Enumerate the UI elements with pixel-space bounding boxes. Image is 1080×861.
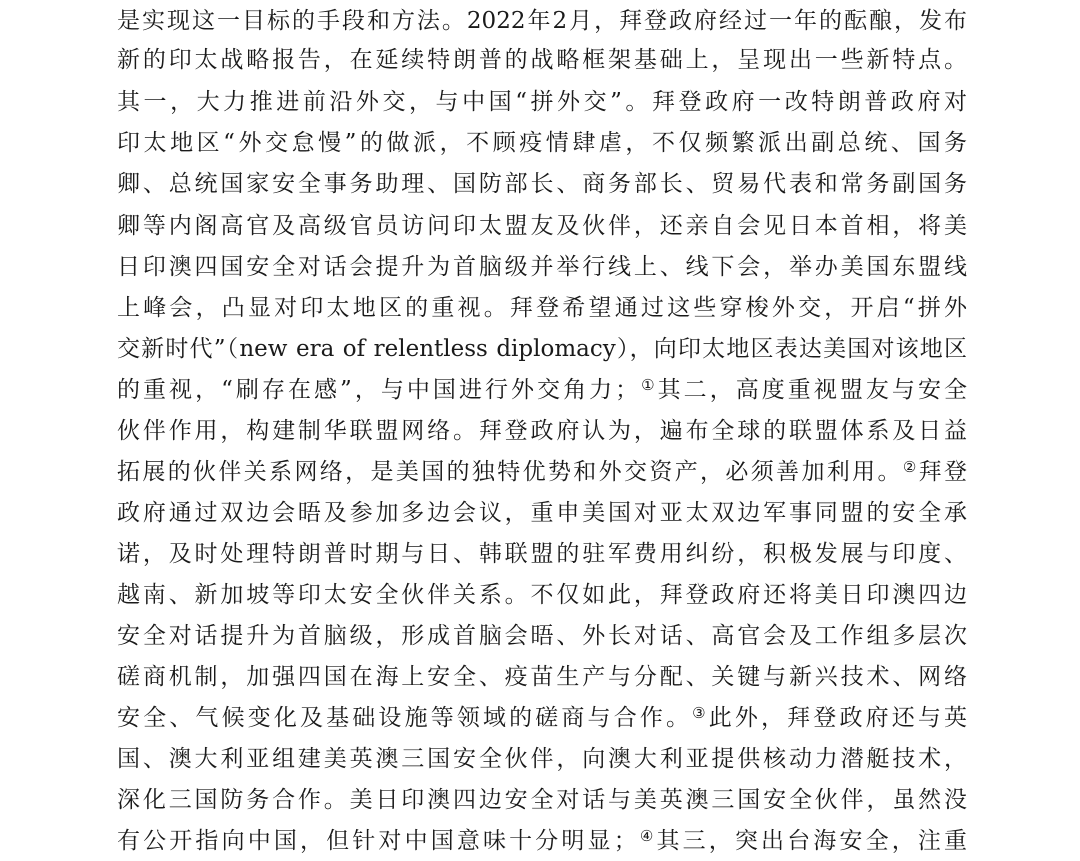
text-line-17: 磋商机制，加强四国在海上安全、疫苗生产与分配、关键与新兴技术、网络 <box>117 664 967 690</box>
text-line-3: 其一，大力推进前沿外交，与中国“拼外交”。拜登政府一改特朗普政府对 <box>117 89 967 115</box>
text-segment: 有公开指向中国，但针对中国意味十分明显； <box>117 828 637 854</box>
footnote-marker-4[interactable]: ④ <box>636 827 657 845</box>
text-segment: 安全、气候变化及基础设施等领域的磋商与合作。 <box>117 705 693 731</box>
text-line-7: 日印澳四国安全对话会提升为首脑级并举行线上、线下会，举办美国东盟线 <box>117 254 967 280</box>
text-line-1: 是实现这一目标的手段和方法。2022年2月，拜登政府经过一年的酝酿，发布 <box>117 8 967 34</box>
text-line-20: 深化三国防务合作。美日印澳四边安全对话与美英澳三国安全伙伴，虽然没 <box>117 787 967 813</box>
text-line-12 <box>117 455 967 489</box>
text-line-10 <box>117 373 967 407</box>
text-line-8: 上峰会，凸显对印太地区的重视。拜登希望通过这些穿梭外交，开启“拼外 <box>117 295 967 321</box>
text-line-13: 政府通过双边会晤及参加多边会议，重申美国对亚太双边军事同盟的安全承 <box>117 500 967 526</box>
text-line-5: 卿、总统国家安全事务助理、国防部长、商务部长、贸易代表和常务副国务 <box>117 171 967 197</box>
text-line-16: 安全对话提升为首脑级，形成首脑会晤、外长对话、高官会及工作组多层次 <box>117 623 967 649</box>
text-segment: 其二，高度重视盟友与安全 <box>657 377 967 403</box>
text-segment: 其三，突出台海安全，注重 <box>656 828 967 854</box>
footnote-marker-3[interactable]: ③ <box>692 704 709 722</box>
text-line-4: 印太地区“外交怠慢”的做派，不顾疫情肆虐，不仅频繁派出副总统、国务 <box>117 130 967 156</box>
text-line-2: 新的印太战略报告，在延续特朗普的战略框架基础上，呈现出一些新特点。 <box>117 47 967 73</box>
text-segment: 拜登 <box>918 459 967 485</box>
text-line-21 <box>117 824 967 858</box>
text-line-9: 交新时代”（new era of relentless diplomacy），向印太地区表达美国对该地区 <box>117 336 967 362</box>
text-segment: 此外，拜登政府还与英 <box>708 705 967 731</box>
text-line-15: 越南、新加坡等印太安全伙伴关系。不仅如此，拜登政府还将美日印澳四边 <box>117 582 967 608</box>
text-line-11: 伙伴作用，构建制华联盟网络。拜登政府认为，遍布全球的联盟体系及日益 <box>117 418 967 444</box>
text-line-6: 卿等内阁高官及高级官员访问印太盟友及伙伴，还亲自会见日本首相，将美 <box>117 213 967 239</box>
text-segment: 拓展的伙伴关系网络，是美国的独特优势和外交资产，必须善加利用。 <box>117 459 903 485</box>
text-line-18 <box>117 701 967 735</box>
footnote-marker-2[interactable]: ② <box>902 458 919 476</box>
text-line-14: 诺，及时处理特朗普时期与日、韩联盟的驻军费用纠纷，积极发展与印度、 <box>117 541 967 567</box>
footnote-marker-1[interactable]: ① <box>638 376 658 394</box>
text-segment: 的重视，“刷存在感”，与中国进行外交角力； <box>117 377 639 403</box>
text-line-19: 国、澳大利亚组建美英澳三国安全伙伴，向澳大利亚提供核动力潜艇技术， <box>117 746 967 772</box>
